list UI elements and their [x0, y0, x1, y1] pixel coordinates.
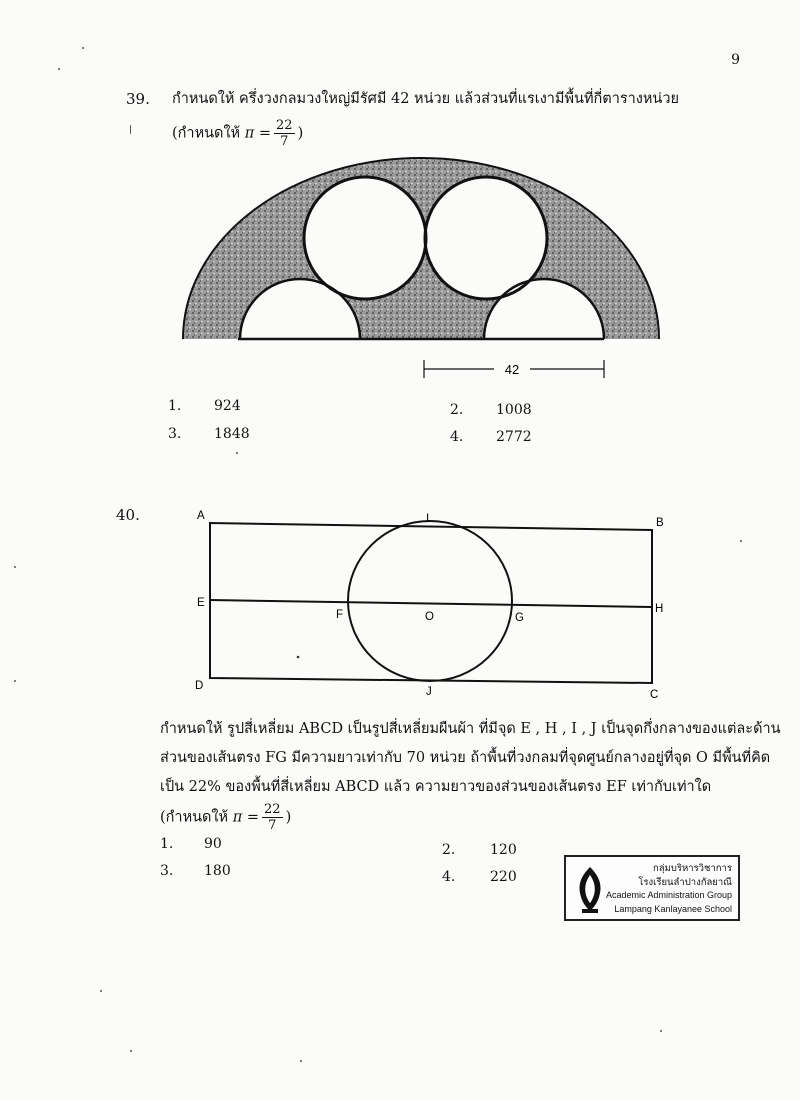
q40-line-eh — [210, 600, 652, 607]
q40-label-b: B — [656, 517, 664, 529]
scan-speck — [236, 452, 238, 454]
q40-pi-denominator: 7 — [268, 818, 277, 833]
q40-choice-1-num: 1. — [160, 836, 174, 852]
q40-pi-prefix: (กำหนดให้ — [160, 809, 229, 826]
q40-rectangle-figure — [0, 490, 800, 710]
q39-choice-3-num: 3. — [168, 426, 182, 442]
scan-speck — [58, 68, 60, 70]
scan-speck — [300, 1060, 302, 1062]
q40-text-line-1: กำหนดให้ รูปสี่เหลี่ยม ABCD เป็นรูปสี่เหลี่ยมผืนผ้า ที่มีจุด E , H , I , J เป็นจุดกึ่งกลางของแต่ละด้าน — [160, 721, 781, 737]
scan-speck — [100, 990, 102, 992]
q40-choice-2-value: 120 — [490, 842, 517, 858]
q40-label-e: E — [197, 597, 205, 609]
q40-stray-mark — [297, 656, 300, 659]
q40-label-o: O — [425, 611, 434, 623]
q40-pi-symbol: π = — [232, 809, 260, 826]
q40-pi-suffix: ) — [285, 809, 292, 826]
q40-label-f: F — [336, 609, 344, 621]
q40-text-line-3: เป็น 22% ของพื้นที่สี่เหลี่ยม ABCD แล้ว ความยาวของส่วนของเส้นตรง EF เท่ากับเท่าใด — [160, 779, 712, 795]
stamp-line-2: โรงเรียนลำปางกัลยาณี — [638, 877, 732, 888]
q39-choice-4-value: 2772 — [496, 429, 532, 445]
q40-label-g: G — [515, 612, 524, 624]
q39-choice-2-value: 1008 — [496, 402, 532, 418]
q40-choice-4-value: 220 — [490, 869, 517, 885]
scan-speck — [740, 540, 742, 542]
q40-label-d: D — [195, 680, 204, 692]
scan-speck — [14, 566, 16, 568]
q39-choice-1-num: 1. — [168, 398, 182, 414]
q40-circle-o — [348, 521, 512, 681]
scan-speck — [660, 1030, 662, 1032]
stamp-line-3: Academic Administration Group — [605, 890, 732, 900]
q40-pi-fraction — [262, 802, 283, 833]
q40-pi-note — [160, 802, 291, 833]
scan-speck — [130, 125, 131, 134]
q40-text-line-2: ส่วนของเส้นตรง FG มีความยาวเท่ากับ 70 หน่วย ถ้าพื้นที่วงกลมที่จุดศูนย์กลางอยู่ที่จุด O มีพื้นที่คิด — [160, 750, 771, 766]
q39-dim-label: 42 — [504, 362, 520, 377]
school-emblem-icon — [572, 865, 608, 915]
q39-choice-4-num: 4. — [450, 429, 464, 445]
q40-choice-4-num: 4. — [442, 869, 456, 885]
scan-speck — [82, 47, 84, 49]
q40-pi-numerator: 22 — [264, 802, 281, 817]
q40-choice-1-value: 90 — [204, 836, 222, 852]
q39-choice-1-value: 924 — [214, 398, 241, 414]
q40-choice-3-value: 180 — [204, 863, 231, 879]
school-stamp — [564, 855, 740, 921]
q40-label-c: C — [650, 689, 659, 701]
q40-label-j: J — [426, 686, 432, 698]
scan-speck — [130, 1050, 132, 1052]
q40-label-i: I — [426, 513, 430, 525]
scan-speck — [14, 680, 16, 682]
q40-choice-3-num: 3. — [160, 863, 174, 879]
stamp-line-1: กลุ่มบริหารวิชาการ — [653, 863, 732, 874]
q39-choice-2-num: 2. — [450, 402, 464, 418]
q39-choice-3-value: 1848 — [214, 426, 250, 442]
q40-choice-2-num: 2. — [442, 842, 456, 858]
q40-label-h: H — [655, 603, 664, 615]
q40-label-a: A — [197, 510, 205, 522]
stamp-line-4: Lampang Kanlayanee School — [614, 904, 732, 914]
q40-number: 40. — [116, 506, 140, 524]
q39-semicircle-figure — [0, 0, 800, 400]
